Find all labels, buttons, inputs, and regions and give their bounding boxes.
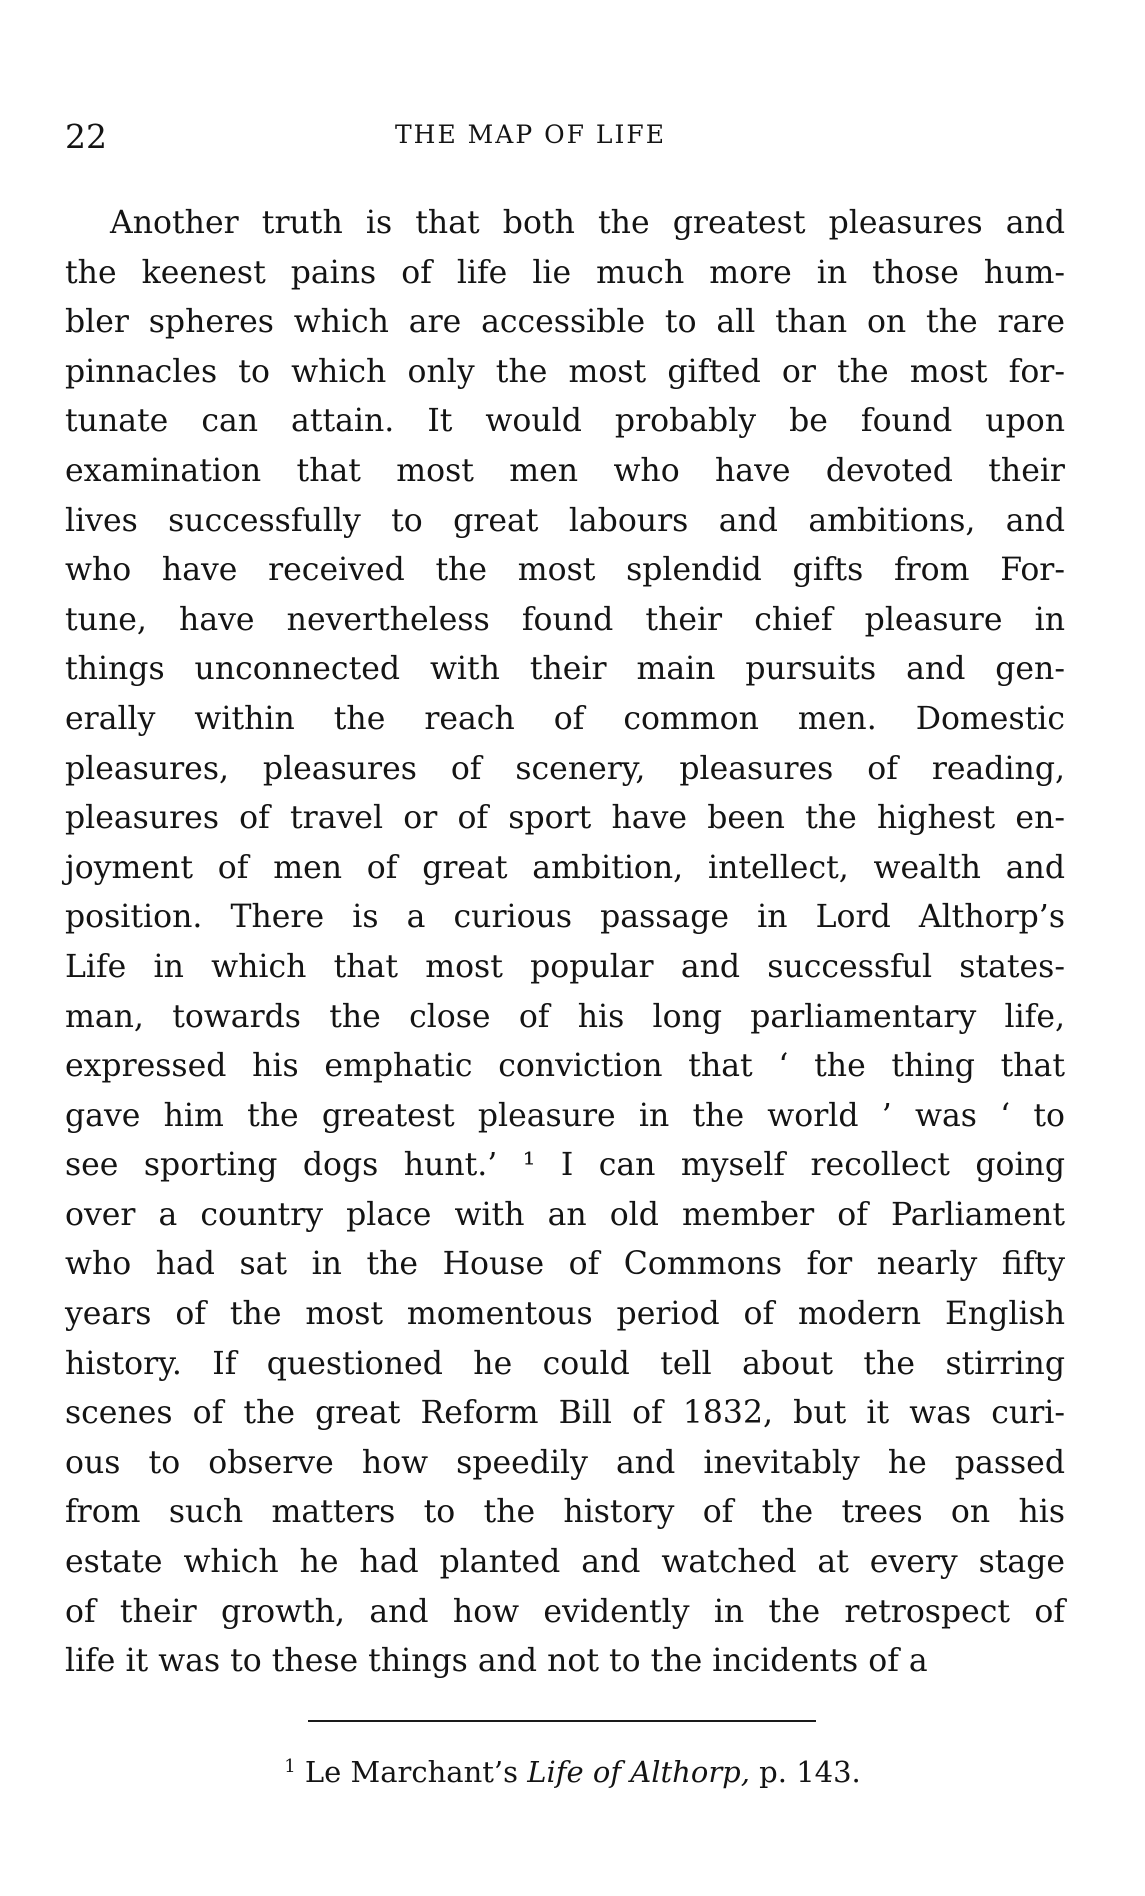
text-line: pinnacles to which only the most gifted or the most for- — [65, 353, 1065, 390]
text-line: things unconnected with their main pursuits and gen- — [65, 651, 1065, 688]
text-line: the keenest pains of life lie much more in those hum- — [65, 254, 1065, 291]
text-line: lives successfully to great labours and ambitions, and — [65, 502, 1065, 539]
text-line: over a country place with an old member of Parliament — [65, 1196, 1065, 1233]
footnote-marker: 1 — [284, 1756, 296, 1777]
text-line: estate which he had planted and watched at every stage — [65, 1544, 1065, 1581]
text-line: man, towards the close of his long parliamentary life, — [65, 998, 1065, 1035]
body-text — [65, 199, 1065, 1687]
text-line: bler spheres which are accessible to all than on the rare — [65, 304, 1065, 341]
footnote-suffix: p. 143. — [749, 1755, 861, 1789]
text-line: expressed his emphatic conviction that ‘ the thing that — [65, 1048, 1065, 1085]
running-head: THE MAP OF LIFE — [395, 120, 666, 149]
text-line: from such matters to the history of the trees on his — [65, 1494, 1065, 1531]
footnote-rule — [308, 1720, 816, 1722]
text-line: life it was to these things and not to the incidents of a — [65, 1643, 928, 1680]
footnote-prefix: Le Marchant’s — [304, 1755, 528, 1789]
footnote-title: Life of Althorp, — [527, 1755, 750, 1789]
text-line: who have received the most splendid gifts from For- — [65, 552, 1065, 589]
text-line: Another truth is that both the greatest pleasures and — [110, 205, 1065, 241]
text-line: pleasures of travel or of sport have been the highest en- — [65, 800, 1065, 837]
page-number: 22 — [65, 117, 107, 156]
text-line: ous to observe how speedily and inevitably he passed — [65, 1444, 1065, 1481]
text-line: who had sat in the House of Commons for nearly fifty — [65, 1246, 1065, 1283]
text-line: gave him the greatest pleasure in the world ’ was ‘ to — [65, 1097, 1065, 1134]
text-line: position. There is a curious passage in Lord Althorp’s — [65, 899, 1065, 936]
text-line: scenes of the great Reform Bill of 1832, but it was curi- — [65, 1395, 1065, 1432]
text-line: years of the most momentous period of modern English — [65, 1296, 1065, 1333]
text-line: pleasures, pleasures of scenery, pleasures of reading, — [65, 750, 1065, 787]
text-line: of their growth, and how evidently in the retrospect of — [65, 1593, 1065, 1630]
page-header — [65, 112, 1065, 162]
text-line: see sporting dogs hunt.’ ¹ I can myself recollect going — [65, 1147, 1065, 1184]
text-line: history. If questioned he could tell about the stirring — [65, 1345, 1065, 1382]
text-line: tune, have nevertheless found their chief pleasure in — [65, 601, 1065, 638]
text-line: tunate can attain. It would probably be found upon — [65, 403, 1065, 440]
text-line: joyment of men of great ambition, intellect, wealth and — [65, 849, 1065, 886]
footnote — [0, 1745, 1145, 1794]
text-line: erally within the reach of common men. Domestic — [65, 700, 1065, 737]
text-line: Life in which that most popular and successful states- — [65, 948, 1065, 985]
text-line: examination that most men who have devoted their — [65, 452, 1065, 489]
